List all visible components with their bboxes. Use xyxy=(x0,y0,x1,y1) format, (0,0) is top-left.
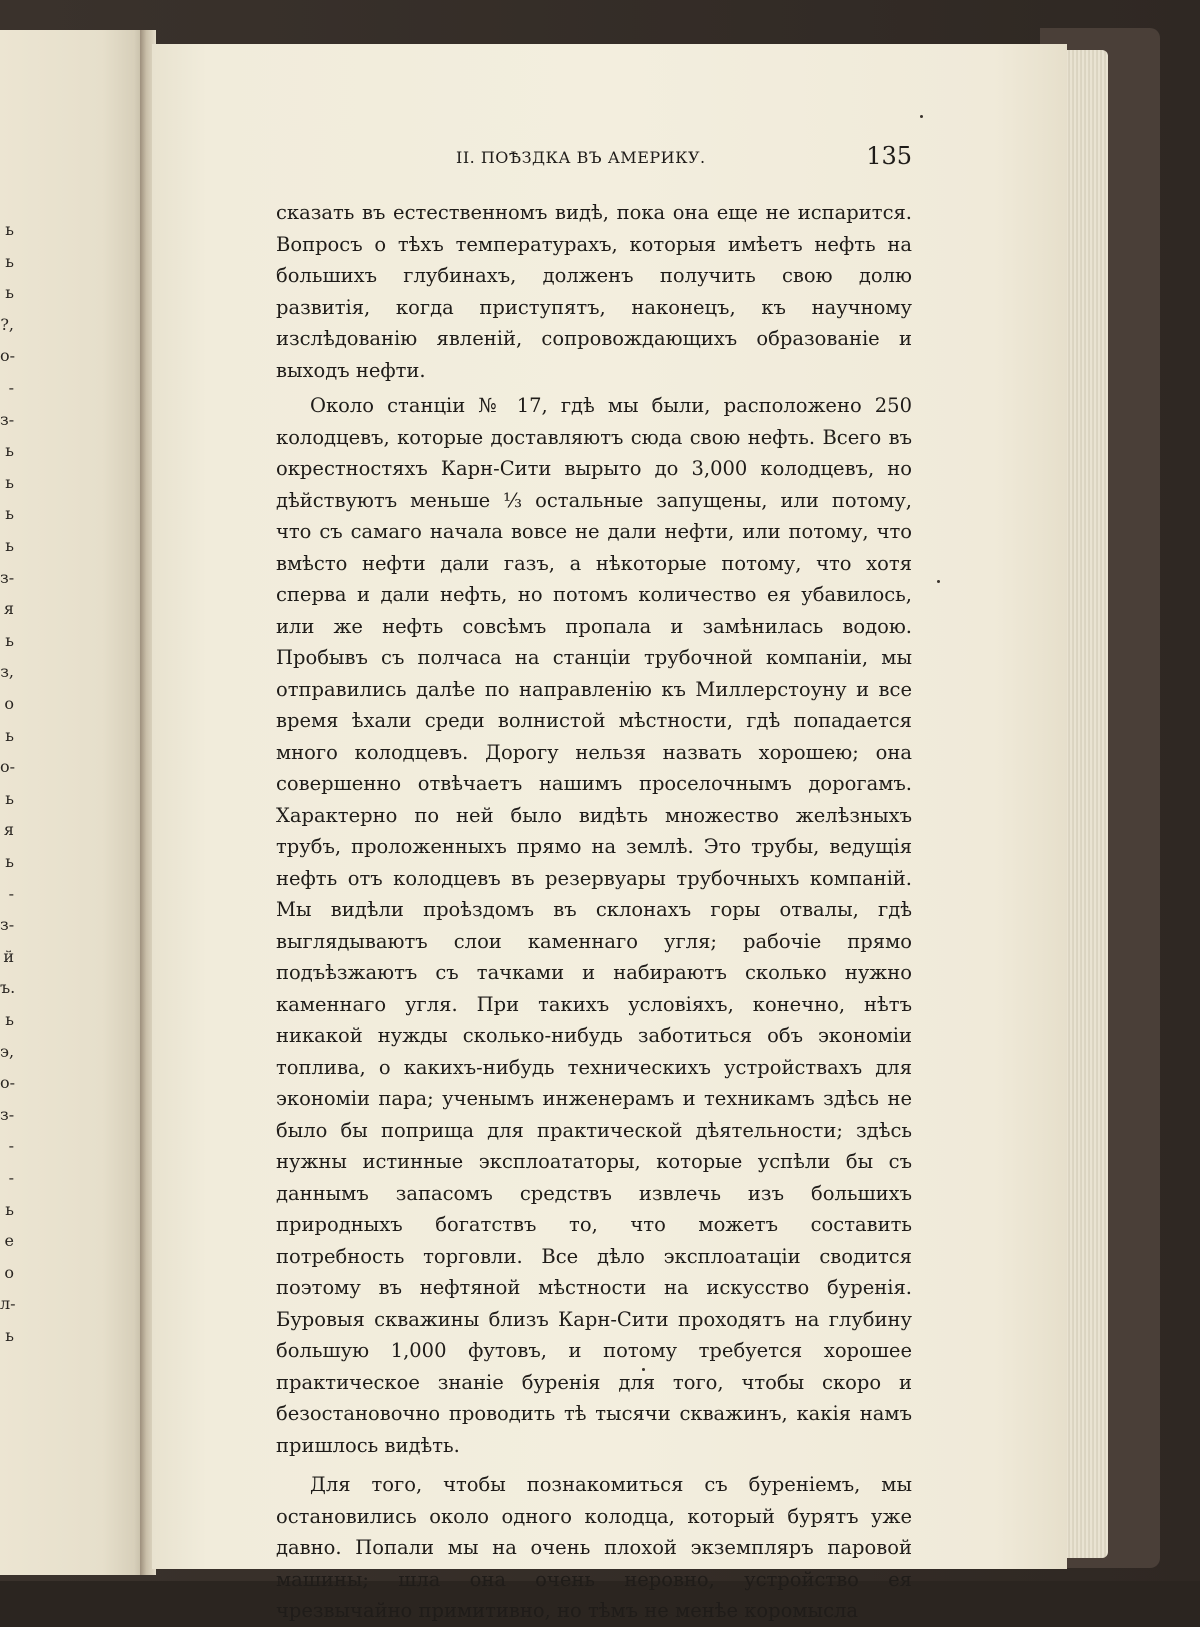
left-page-fragment: о- xyxy=(0,1073,16,1093)
left-page-fragment: о- xyxy=(0,346,16,366)
left-page-fragment: о xyxy=(4,1262,14,1282)
left-page-fragment: ь xyxy=(5,1199,14,1219)
left-page-fragment: з- xyxy=(0,1104,15,1124)
left-page-fragment: ь xyxy=(5,283,14,303)
left-page-fragment: з- xyxy=(0,567,15,587)
paragraph-2: Около станціи № 17, гдѣ мы были, расположено 250 колодцевъ, которые доставляютъ сюда свою нефть. Всего въ окрестностяхъ Карн-Сити вырыто до 3,000 колодцевъ, но дѣйствуютъ меньше ⅓ остальные запущены, или потому, что съ самаго начала вовсе не дали нефти, или потому, что вмѣсто нефти дали газъ, а нѣкоторые потому, что хотя сперва и дали нефть, но потомъ количество ея убавилось, или же нефть совсѣмъ пропала и замѣнилась водою. Пробывъ съ полчаса на станціи трубочной компаніи, мы отправились далѣе по направленію къ Миллерстоуну и все время ѣхали среди волнистой мѣстности, гдѣ попадается много колодцевъ. Дорогу нельзя назвать хорошею; она совершенно отвѣчаетъ нашимъ проселочнымъ дорогамъ. Характерно по ней было видѣть множество желѣзныхъ трубъ, проложенныхъ прямо на землѣ. Это трубы, ведущія нефть отъ колодцевъ въ резервуары трубочныхъ компаній. Мы видѣли проѣздомъ въ склонахъ горы отвалы, гдѣ выглядываютъ слои каменнаго угля; рабочіе прямо подъѣзжаютъ съ тачками и набираютъ сколько нужно каменнаго угля. При такихъ условіяхъ, конечно, нѣтъ никакой нужды сколько-нибудь заботиться объ экономіи топлива, о какихъ-нибудь техническихъ устройствахъ для экономіи пара; ученымъ инженерамъ и техникамъ здѣсь не было бы поприща для практической дѣятельности; здѣсь нужны истинные эксплоататоры, которые успѣли бы съ даннымъ запасомъ средствъ извлечь изъ большихъ природныхъ богатствъ то, что можетъ составить потребность торговли. Все дѣло эксплоатаціи сводится поэтому въ нефтяной мѣстности на искусство буренія. Буровыя скважины близъ Карн-Сити проходятъ на глубину большую 1,000 футовъ, и потому требуется хорошее практическое знаніе буренія для того, чтобы скоро и безостановочно проводить тѣ тысячи скважинъ, какія намъ пришлось видѣть. xyxy=(276,394,912,1457)
left-page-fragment: е xyxy=(4,1231,14,1251)
left-page-fragment: о- xyxy=(0,757,16,777)
page-header xyxy=(276,142,912,176)
speck xyxy=(920,115,923,118)
left-page-fragment: о xyxy=(4,694,14,713)
left-page-fragment: з, xyxy=(0,662,14,682)
page-number: 135 xyxy=(866,142,912,170)
left-page-fragment: ь xyxy=(5,630,14,650)
left-page-fragment: ь xyxy=(5,725,14,745)
left-page-fragment: ь xyxy=(5,852,14,871)
left-page-fragment: ь xyxy=(5,251,14,271)
left-page-fragment: ь xyxy=(5,1010,14,1029)
left-page-fragment: ь xyxy=(5,788,14,808)
left-page-fragment: ь xyxy=(5,472,14,492)
body-text xyxy=(276,197,912,1627)
left-page-fragment: ь xyxy=(5,536,14,555)
left-page-fragment: - xyxy=(8,378,14,397)
left-page-fragment: з- xyxy=(0,915,15,935)
left-page-fragment: я xyxy=(3,599,14,619)
speck xyxy=(642,1368,645,1371)
left-page-fragment: ь xyxy=(5,220,14,239)
page-edges xyxy=(1062,50,1108,1558)
speck xyxy=(937,580,940,583)
facing-page-left xyxy=(0,30,146,1575)
left-page-fragment: я xyxy=(3,820,14,840)
left-page-fragment: ъ. xyxy=(0,978,16,998)
paragraph-1: сказать въ естественномъ видѣ, пока она еще не испарится. Вопросъ о тѣхъ температурахъ, которыя имѣетъ нефть на большихъ глубинахъ, долженъ получить свою долю развитія, когда приступятъ, наконецъ, къ научному изслѣдованію явленій, сопровождающихъ образованіе и выходъ нефти. xyxy=(276,201,912,382)
left-page-fragment: ь xyxy=(5,1326,14,1345)
left-page-fragment: л- xyxy=(0,1294,16,1314)
paragraph-3: Для того, чтобы познакомиться съ буреніемъ, мы остановились около одного колодца, который бурятъ уже давно. Попали мы на очень плохой экземпляръ паровой машины; шла она очень неровно, устройство ея чрезвычайно примитивно, но тѣмъ не менѣе коромысла xyxy=(276,1473,912,1622)
left-page-fragment: - xyxy=(8,883,14,903)
left-page-fragment: - xyxy=(8,1136,14,1156)
left-page-fragment: ?, xyxy=(0,314,14,334)
left-page-fragment: ь xyxy=(5,504,14,524)
left-page-fragment: й xyxy=(3,946,14,966)
left-page-fragment: э, xyxy=(0,1041,15,1061)
left-page-fragment: - xyxy=(8,1168,14,1187)
running-head: II. ПОѢЗДКА ВЪ АМЕРИКУ. xyxy=(456,148,706,167)
left-page-fragment: ь xyxy=(5,441,14,461)
left-page-fragment: з- xyxy=(0,409,15,429)
